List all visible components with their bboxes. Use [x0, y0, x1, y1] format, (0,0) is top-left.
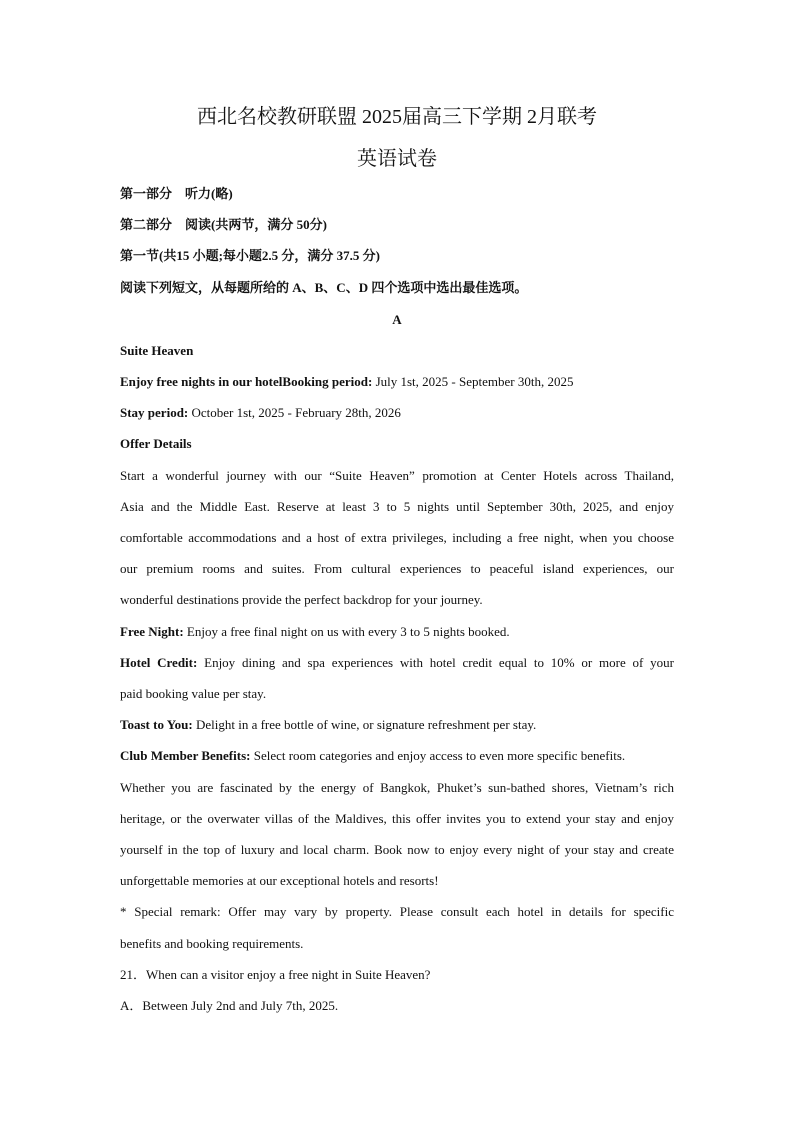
part2-heading: 第二部分 阅读(共两节，满分 50分) [120, 217, 327, 232]
club-member-line [120, 747, 674, 765]
section1-heading: 第一节(共15 小题;每小题2.5 分，满分 37.5 分) [120, 248, 380, 263]
exam-subtitle: 英语试卷 [357, 148, 437, 170]
free-night-line [120, 623, 674, 641]
club-member-label: Club Member Benefits: [120, 748, 251, 763]
question-21: 21．When can a visitor enjoy a free night in Suite Heaven? [120, 967, 431, 982]
closing-line: unforgettable memories at our exceptional hotels and resorts! [120, 873, 439, 888]
toast-line [120, 716, 674, 734]
intro-line: Start a wonderful journey with our “Suite Heaven” promotion at Center Hotels across Thailand, [120, 468, 674, 483]
free-night-label: Free Night: [120, 624, 184, 639]
special-remark-line-2: benefits and booking requirements. [120, 936, 304, 951]
intro-line: wonderful destinations provide the perfect backdrop for your journey. [120, 592, 483, 607]
exam-title: 西北名校教研联盟 2025届高三下学期 2月联考 [197, 106, 597, 128]
part1-heading: 第一部分 听力(略) [120, 186, 233, 201]
special-remark-line: * Special remark: Offer may vary by property. Please consult each hotel in details for specific [120, 904, 674, 919]
closing-line: Whether you are fascinated by the energy of Bangkok, Phuket’s sun-bathed shores, Vietnam’s rich [120, 780, 674, 795]
hotel-credit-line-2: paid booking value per stay. [120, 686, 267, 701]
stay-period-label: Stay period: [120, 405, 189, 420]
toast-label: Toast to You: [120, 717, 193, 732]
hotel-credit-label: Hotel Credit: [120, 655, 198, 670]
booking-period-value: July 1st, 2025 - September 30th, 2025 [372, 374, 574, 389]
intro-line: Asia and the Middle East. Reserve at least 3 to 5 nights until September 30th, 2025, and enjoy [120, 499, 674, 514]
toast-text: Delight in a free bottle of wine, or signature refreshment per stay. [192, 717, 537, 732]
stay-period-line [120, 404, 674, 422]
booking-period-line [120, 373, 674, 391]
hotel-credit-line [120, 654, 674, 672]
club-member-text: Select room categories and enjoy access to even more specific benefits. [250, 748, 626, 763]
passage-letter: A [392, 312, 402, 327]
free-night-text: Enjoy a free final night on us with every 3 to 5 nights booked. [183, 624, 510, 639]
question-21-option-a: A．Between July 2nd and July 7th, 2025. [120, 998, 339, 1013]
closing-line: yourself in the top of luxury and local charm. Book now to enjoy every night of your stay and create [120, 842, 674, 857]
passage-heading: Suite Heaven [120, 343, 194, 358]
offer-details-heading: Offer Details [120, 436, 192, 451]
booking-period-label: Enjoy free nights in our hotelBooking period: [120, 374, 373, 389]
intro-line: our premium rooms and suites. From cultural experiences to peaceful island experiences, our [120, 561, 674, 576]
stay-period-value: October 1st, 2025 - February 28th, 2026 [188, 405, 401, 420]
intro-line: comfortable accommodations and a host of extra privileges, including a free night, when you choose [120, 530, 674, 545]
closing-line: heritage, or the overwater villas of the Maldives, this offer invites you to extend your stay and enjoy [120, 811, 674, 826]
hotel-credit-text: Enjoy dining and spa experiences with hotel credit equal to 10% or more of your [197, 655, 674, 670]
reading-instruction: 阅读下列短文，从每题所给的 A、B、C、D 四个选项中选出最佳选项。 [120, 280, 528, 295]
